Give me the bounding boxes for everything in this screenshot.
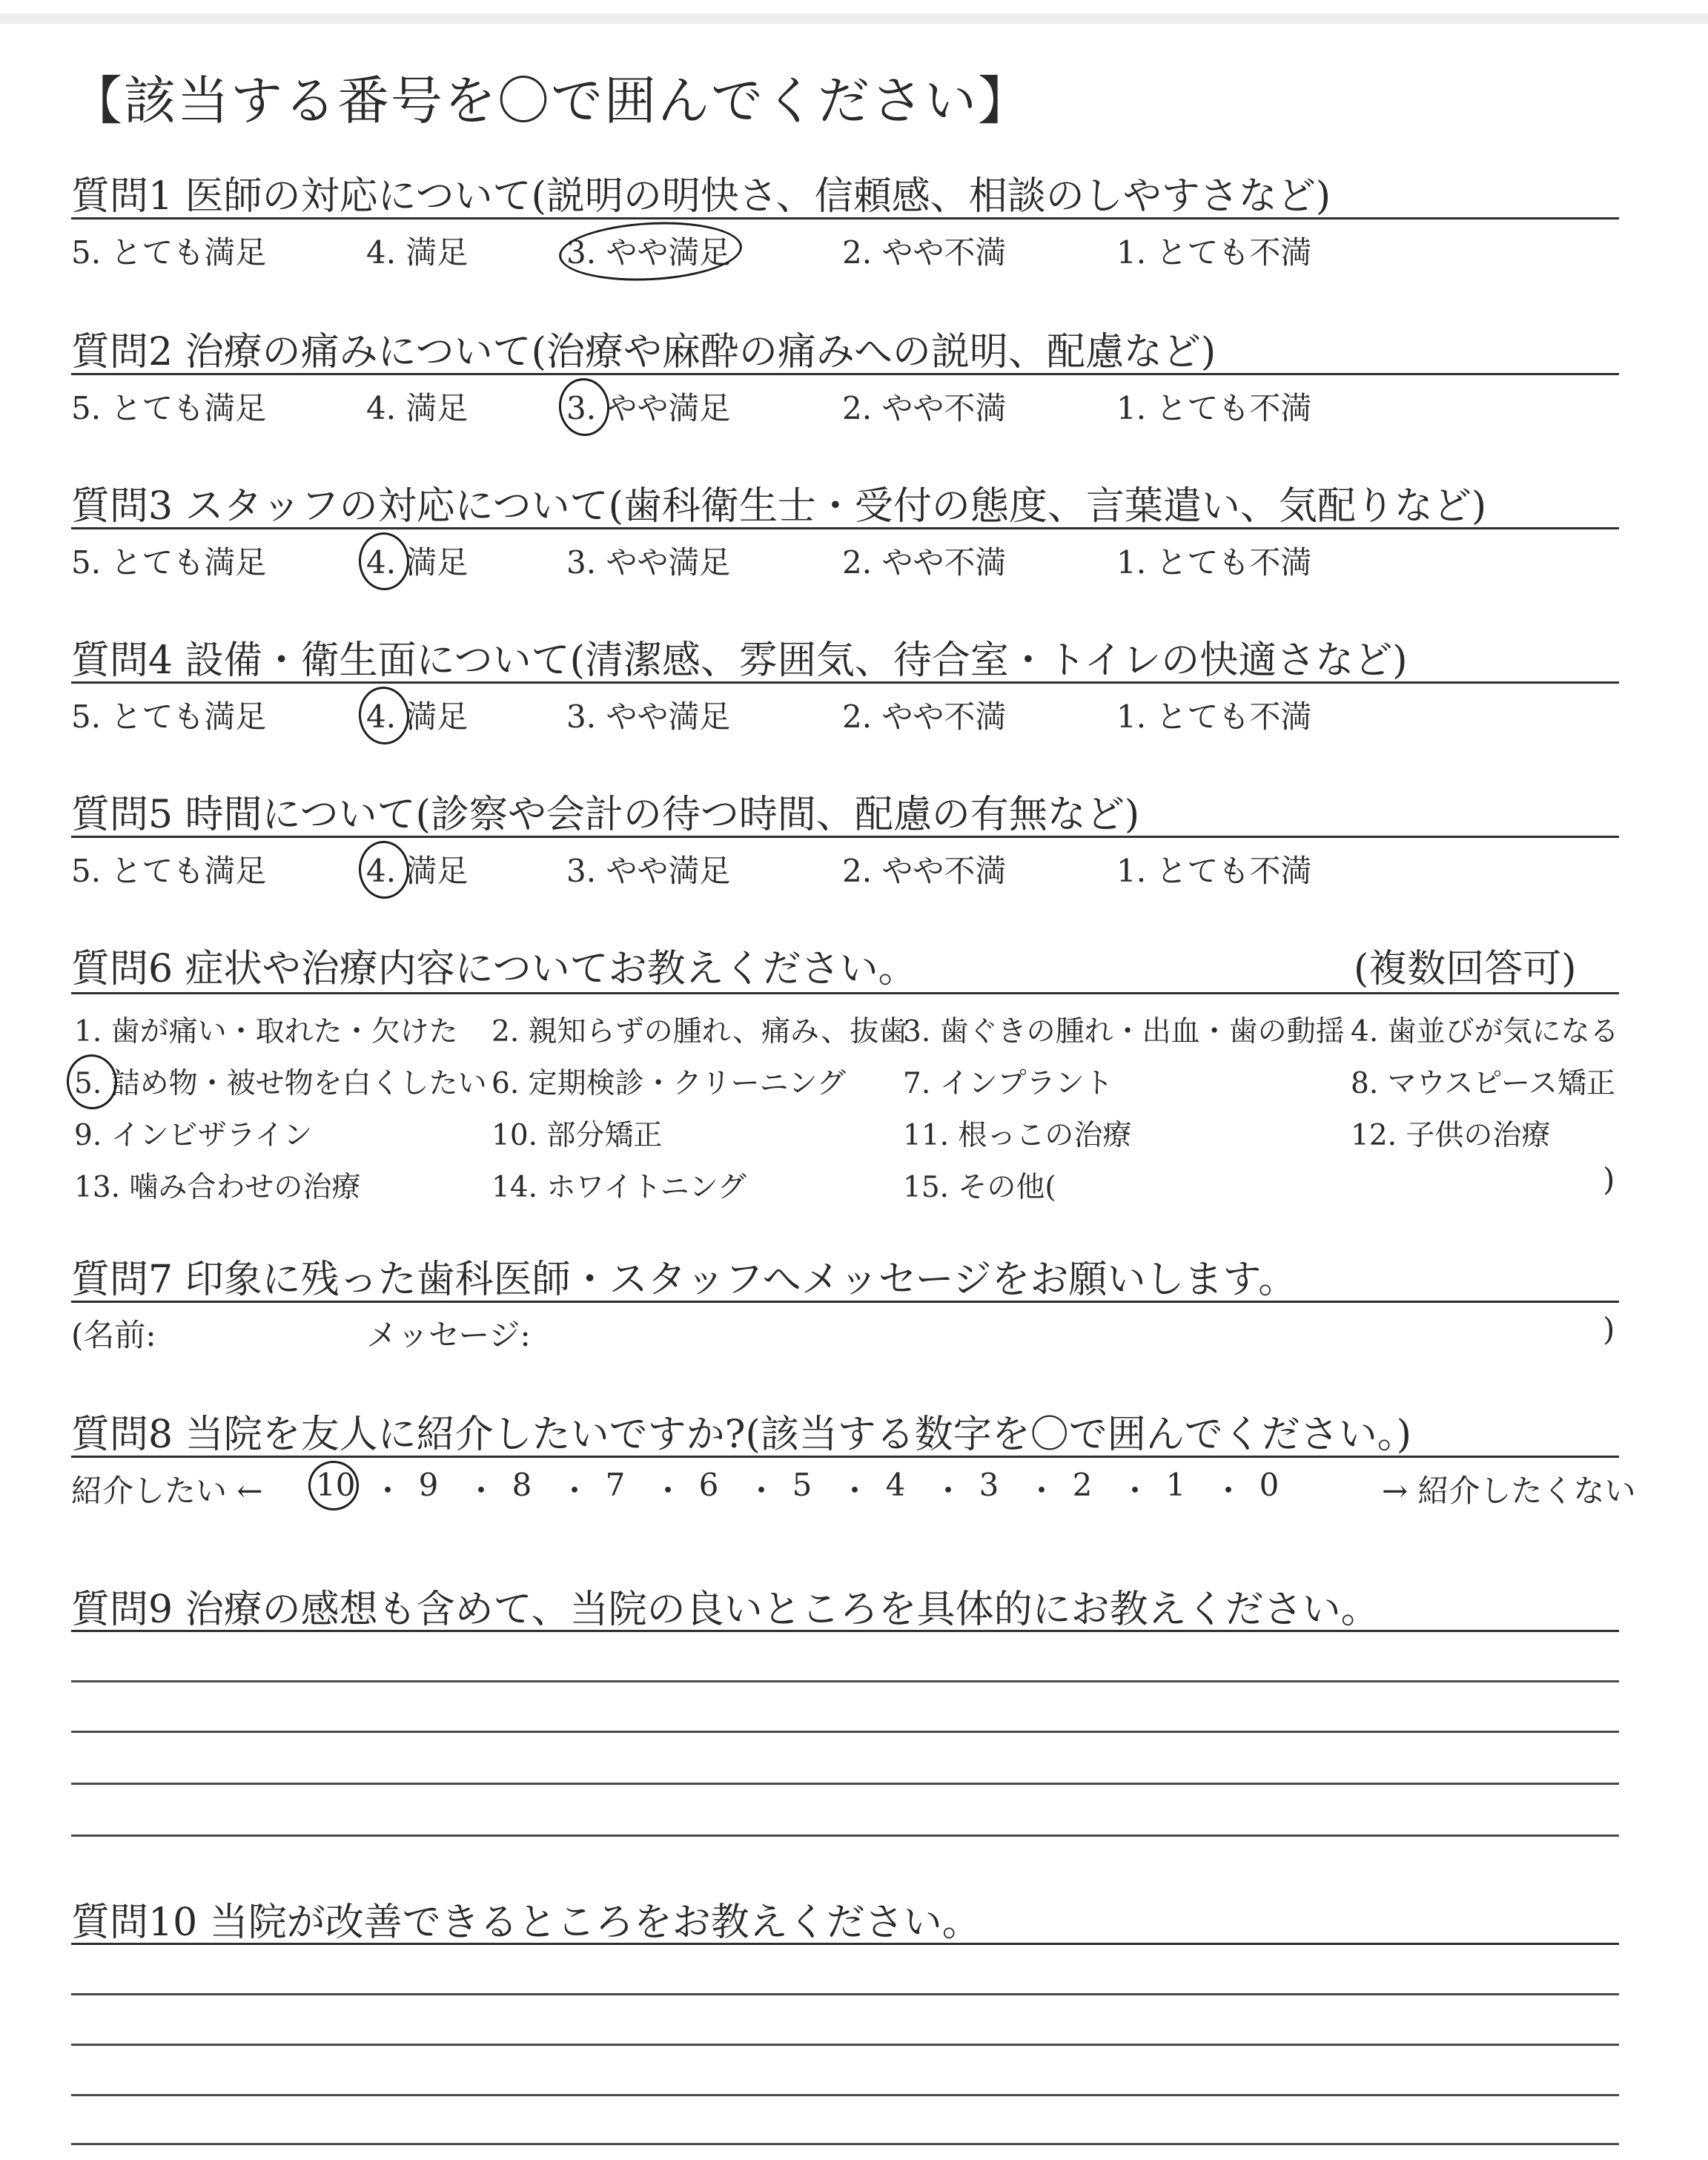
q8-title: 質問8 当院を友人に紹介したいですか?(該当する数字を〇で囲んでください。): [71, 1413, 1412, 1457]
q6-title: [71, 937, 1577, 993]
q9-answer-line[interactable]: [71, 1783, 1619, 1785]
q1-option-2[interactable]: 2. やや不満: [842, 234, 1007, 271]
q8-scale: [71, 1467, 1636, 1511]
q2-option-1[interactable]: 1. とても不満: [1116, 390, 1312, 426]
q6-option-3[interactable]: 3. 歯ぐきの腫れ・出血・歯の動揺: [903, 1015, 1345, 1048]
q6-option-4[interactable]: 4. 歯並びが気になる: [1351, 1015, 1619, 1048]
q2-option-4[interactable]: 4. 満足: [366, 390, 469, 426]
q8-scale-separator: ・: [746, 1473, 778, 1509]
q1-option-1[interactable]: 1. とても不満: [1116, 234, 1312, 271]
q5-title: 質問5 時間について(診察や会計の待つ時間、配慮の有無など): [71, 793, 1140, 837]
q5-option-3[interactable]: 3. やや満足: [566, 853, 731, 889]
q4-option-3[interactable]: 3. やや満足: [566, 698, 731, 735]
q6-option-11[interactable]: 11. 根っこの治療: [903, 1119, 1132, 1152]
q6-option-5[interactable]: 5. 詰め物・被せ物を白くしたい: [74, 1067, 487, 1100]
q6-title-text: 質問6 症状や治療内容についてお教えください。: [71, 947, 917, 991]
q2-option-3[interactable]: 3. やや満足: [566, 390, 731, 426]
q5-option-4[interactable]: 4. 満足: [366, 853, 469, 889]
q10-answer-line[interactable]: [71, 2143, 1619, 2145]
q1-option-4[interactable]: 4. 満足: [366, 234, 469, 271]
q7-message-label: メッセージ:: [366, 1317, 531, 1353]
q8-scale-2[interactable]: 2: [1072, 1467, 1093, 1503]
q3-option-1[interactable]: 1. とても不満: [1116, 544, 1312, 581]
q8-scale-separator: ・: [559, 1473, 591, 1509]
q5-option-2[interactable]: 2. やや不満: [842, 853, 1007, 889]
q3-options: [71, 538, 1619, 580]
q1-option-5[interactable]: 5. とても満足: [71, 234, 267, 271]
q6-option-1[interactable]: 1. 歯が痛い・取れた・欠けた: [74, 1015, 458, 1048]
q3-option-3[interactable]: 3. やや満足: [566, 544, 731, 581]
q8-rule: [71, 1456, 1619, 1458]
q6-option-7[interactable]: 7. インプラント: [903, 1067, 1113, 1100]
q9-rule: [71, 1630, 1619, 1632]
q7-fields: [71, 1311, 1619, 1353]
q7-name-label: (名前:: [71, 1317, 156, 1353]
q4-option-4[interactable]: 4. 満足: [366, 698, 469, 735]
q6-option-9[interactable]: 9. インビザライン: [74, 1119, 313, 1152]
q8-scale-separator: ・: [1119, 1473, 1151, 1509]
q5-option-1[interactable]: 1. とても不満: [1116, 853, 1312, 889]
q5-rule: [71, 836, 1619, 838]
q6-option-14[interactable]: 14. ホワイトニング: [491, 1171, 747, 1204]
q6-options: [74, 1008, 1623, 1223]
q3-rule: [71, 527, 1619, 529]
q3-option-4[interactable]: 4. 満足: [366, 544, 469, 581]
q4-title: 質問4 設備・衛生面について(清潔感、雰囲気、待合室・トイレの快適さなど): [71, 638, 1408, 683]
q2-option-5[interactable]: 5. とても満足: [71, 390, 267, 426]
q9-answer-line[interactable]: [71, 1680, 1619, 1682]
q4-option-1[interactable]: 1. とても不満: [1116, 698, 1312, 735]
q3-title: 質問3 スタッフの対応について(歯科衛生士・受付の態度、言葉遣い、気配りなど): [71, 484, 1487, 529]
q8-scale-8[interactable]: 8: [512, 1467, 532, 1503]
q8-scale-separator: ・: [652, 1473, 684, 1509]
q8-scale-separator: ・: [466, 1473, 497, 1509]
q8-left-label: 紹介したい ←: [71, 1473, 263, 1509]
q6-option-8[interactable]: 8. マウスピース矯正: [1351, 1067, 1615, 1100]
q7-close-paren: ): [1603, 1311, 1615, 1347]
q6-option-2[interactable]: 2. 親知らずの腫れ、痛み、抜歯: [491, 1015, 908, 1048]
q8-scale-3[interactable]: 3: [979, 1467, 999, 1503]
q8-scale-4[interactable]: 4: [885, 1467, 906, 1503]
q1-options: [71, 228, 1619, 270]
q1-option-3[interactable]: 3. やや満足: [566, 234, 731, 271]
q4-option-2[interactable]: 2. やや不満: [842, 698, 1007, 735]
q8-scale-0[interactable]: 0: [1259, 1467, 1280, 1503]
q6-other-close-paren: ): [1603, 1161, 1615, 1198]
q7-rule: [71, 1301, 1619, 1303]
q6-option-15[interactable]: 15. その他(: [903, 1171, 1056, 1204]
q10-title: 質問10 当院が改善できるところをお教えください。: [71, 1900, 981, 1945]
q1-rule: [71, 217, 1619, 219]
q8-scale-7[interactable]: 7: [605, 1467, 626, 1503]
scan-edge: [0, 13, 1708, 24]
q1-title: 質問1 医師の対応について(説明の明快さ、信頼感、相談のしやすさなど): [71, 174, 1331, 219]
q9-answer-line[interactable]: [71, 1731, 1619, 1733]
q3-option-2[interactable]: 2. やや不満: [842, 544, 1007, 581]
q8-scale-9[interactable]: 9: [418, 1467, 439, 1503]
q2-title: 質問2 治療の痛みについて(治療や麻酔の痛みへの説明、配慮など): [71, 330, 1217, 374]
q6-rule: [71, 992, 1619, 994]
q2-options: [71, 384, 1619, 426]
q10-answer-line[interactable]: [71, 2094, 1619, 2096]
q4-option-5[interactable]: 5. とても満足: [71, 698, 267, 735]
q6-option-13[interactable]: 13. 噛み合わせの治療: [74, 1171, 361, 1204]
q8-scale-separator: ・: [1213, 1473, 1245, 1509]
q5-options: [71, 847, 1619, 888]
q4-rule: [71, 681, 1619, 684]
q4-options: [71, 693, 1619, 734]
q8-scale-5[interactable]: 5: [792, 1467, 812, 1503]
q8-scale-separator: ・: [933, 1473, 964, 1509]
q2-option-2[interactable]: 2. やや不満: [842, 390, 1007, 426]
q6-multiple-note: (複数回答可): [1354, 947, 1577, 991]
q8-scale-6[interactable]: 6: [698, 1467, 719, 1503]
q8-scale-separator: ・: [1026, 1473, 1058, 1509]
q9-answer-line[interactable]: [71, 1834, 1619, 1837]
q10-answer-line[interactable]: [71, 2044, 1619, 2046]
q6-option-12[interactable]: 12. 子供の治療: [1351, 1119, 1551, 1152]
q7-title: 質問7 印象に残った歯科医師・スタッフへメッセージをお願いします。: [71, 1258, 1297, 1302]
q8-scale-1[interactable]: 1: [1165, 1467, 1186, 1503]
q10-rule: [71, 1943, 1619, 1945]
q6-option-6[interactable]: 6. 定期検診・クリーニング: [491, 1067, 846, 1100]
q10-answer-line[interactable]: [71, 1993, 1619, 1995]
q8-scale-10[interactable]: 10: [316, 1467, 356, 1503]
q8-right-label: → 紹介したくない: [1382, 1473, 1636, 1509]
form-header: 【該当する番号を〇で囲んでください】: [70, 70, 1031, 131]
q8-scale-separator: ・: [839, 1473, 871, 1509]
q6-option-10[interactable]: 10. 部分矯正: [491, 1119, 663, 1152]
q2-rule: [71, 373, 1619, 375]
q3-option-5[interactable]: 5. とても満足: [71, 544, 267, 581]
q5-option-5[interactable]: 5. とても満足: [71, 853, 267, 889]
q9-title: 質問9 治療の感想も含めて、当院の良いところを具体的にお教えください。: [71, 1588, 1380, 1632]
q8-scale-separator: ・: [372, 1473, 404, 1509]
